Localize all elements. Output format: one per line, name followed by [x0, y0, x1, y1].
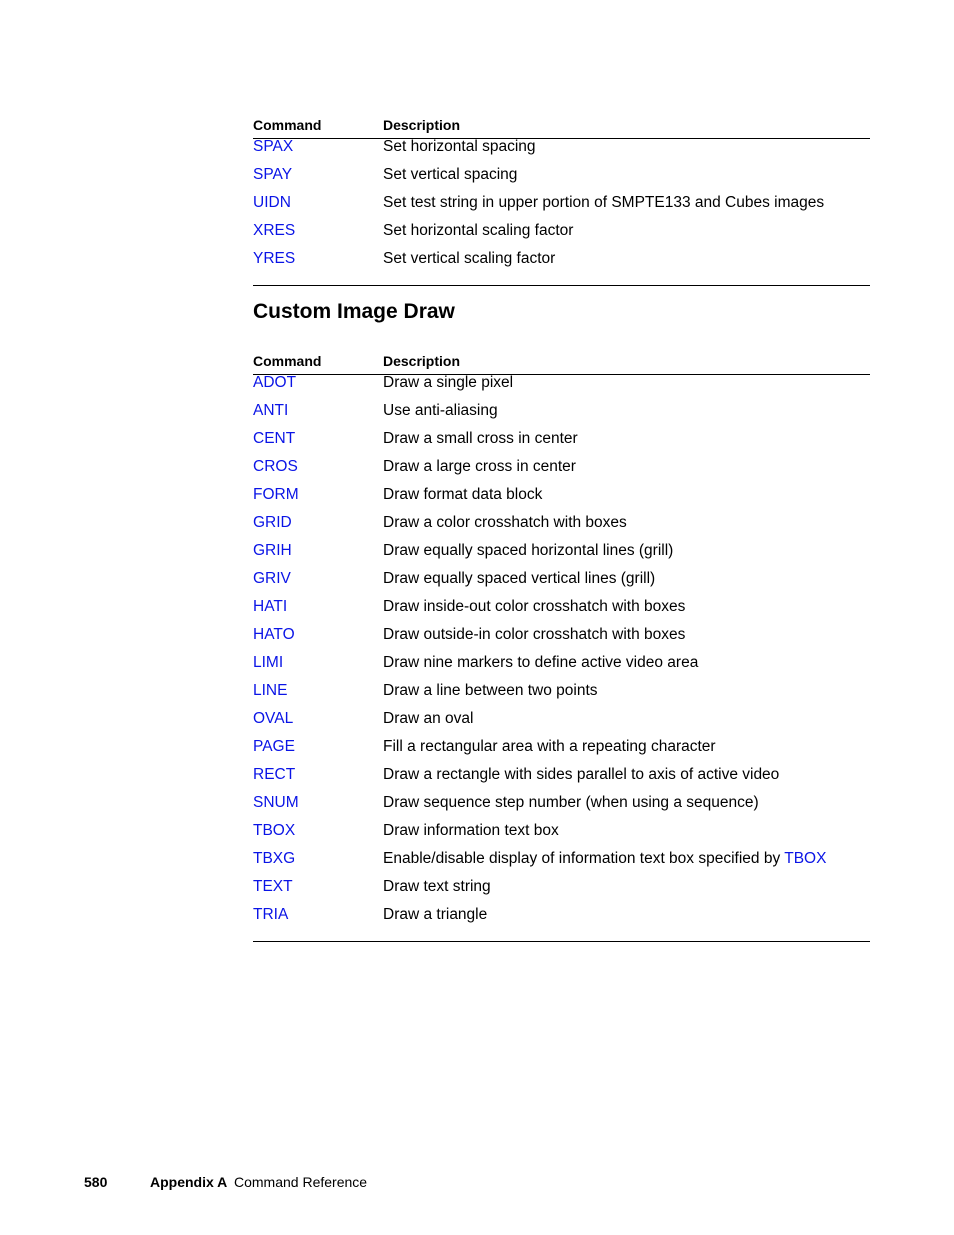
- command-link[interactable]: YRES: [253, 250, 296, 267]
- table-row: [253, 431, 870, 459]
- command-description: [383, 514, 627, 532]
- table-row: [253, 487, 870, 515]
- command-description: [383, 598, 685, 616]
- command-link[interactable]: LINE: [253, 682, 288, 699]
- command-description: [383, 402, 498, 420]
- command-link[interactable]: SPAY: [253, 166, 293, 183]
- command-description: [383, 906, 487, 924]
- table-row: [253, 851, 870, 879]
- commands-table-spacing: [253, 116, 870, 286]
- command-link[interactable]: CENT: [253, 430, 296, 447]
- header-description: Description: [383, 117, 461, 133]
- command-link[interactable]: ADOT: [253, 374, 297, 391]
- table-row: [253, 767, 870, 795]
- footer-appendix: Appendix A: [150, 1174, 228, 1190]
- section-title: Custom Image Draw: [253, 300, 455, 323]
- command-description: [383, 166, 517, 184]
- header-command: Command: [253, 117, 322, 133]
- table-row: [253, 795, 870, 823]
- description-text: Enable/disable display of information text box specified by: [383, 850, 781, 867]
- description-text: Draw a color crosshatch with boxes: [383, 514, 627, 531]
- table-body: [253, 139, 870, 286]
- description-text: Draw a rectangle with sides parallel to axis of active video: [383, 766, 780, 783]
- table-row: [253, 627, 870, 655]
- command-link[interactable]: SNUM: [253, 794, 299, 811]
- table-row: [253, 711, 870, 739]
- command-description: [383, 486, 542, 504]
- command-description: [383, 850, 826, 868]
- command-description: [383, 710, 473, 728]
- description-text: Draw nine markers to define active video area: [383, 654, 699, 671]
- command-description: [383, 222, 573, 240]
- command-link[interactable]: XRES: [253, 222, 296, 239]
- table-header: [253, 352, 870, 375]
- description-text: Draw inside-out color crosshatch with boxes: [383, 598, 686, 615]
- command-description: [383, 626, 685, 644]
- command-link[interactable]: TEXT: [253, 878, 293, 895]
- description-text: Draw equally spaced vertical lines (grill): [383, 570, 656, 587]
- command-link[interactable]: SPAX: [253, 138, 294, 155]
- description-text: Use anti-aliasing: [383, 402, 498, 419]
- description-text: Set test string in upper portion of SMPTE133 and Cubes images: [383, 194, 825, 211]
- table-row: [253, 223, 870, 251]
- table-row: [253, 655, 870, 683]
- table-row: [253, 823, 870, 851]
- description-text: Draw equally spaced horizontal lines (grill): [383, 542, 674, 559]
- command-link[interactable]: CROS: [253, 458, 298, 475]
- table-header: [253, 116, 870, 139]
- table-row: [253, 683, 870, 711]
- table-row: [253, 543, 870, 571]
- description-text: Set vertical scaling factor: [383, 250, 556, 267]
- description-text: Draw format data block: [383, 486, 543, 503]
- command-link[interactable]: TBXG: [253, 850, 296, 867]
- command-link[interactable]: GRID: [253, 514, 292, 531]
- table-row: [253, 403, 870, 431]
- table-row: [253, 739, 870, 767]
- command-description: [383, 822, 559, 840]
- table-row: [253, 167, 870, 195]
- command-description: [383, 570, 655, 588]
- description-text: Draw text string: [383, 878, 491, 895]
- command-description: [383, 374, 513, 392]
- description-text: Draw an oval: [383, 710, 474, 727]
- description-link[interactable]: TBOX: [784, 850, 827, 867]
- description-text: Draw a single pixel: [383, 374, 514, 391]
- commands-table-custom-image-draw: [253, 352, 870, 942]
- description-text: Set horizontal spacing: [383, 138, 536, 155]
- command-description: [383, 794, 759, 812]
- header-command: Command: [253, 353, 322, 369]
- command-description: [383, 766, 779, 784]
- command-description: [383, 194, 824, 212]
- command-link[interactable]: ANTI: [253, 402, 289, 419]
- description-text: Set horizontal scaling factor: [383, 222, 574, 239]
- command-link[interactable]: RECT: [253, 766, 296, 783]
- command-description: [383, 878, 491, 896]
- description-text: Draw a small cross in center: [383, 430, 578, 447]
- description-text: Draw information text box: [383, 822, 559, 839]
- command-link[interactable]: HATO: [253, 626, 295, 643]
- command-description: [383, 542, 673, 560]
- command-link[interactable]: FORM: [253, 486, 299, 503]
- command-description: [383, 138, 536, 156]
- table-body: [253, 375, 870, 942]
- table-row: [253, 571, 870, 599]
- command-description: [383, 430, 578, 448]
- table-row: [253, 459, 870, 487]
- command-link[interactable]: OVAL: [253, 710, 294, 727]
- table-row: [253, 251, 870, 279]
- footer-title: Command Reference: [234, 1174, 368, 1190]
- description-text: Draw a line between two points: [383, 682, 598, 699]
- command-description: [383, 654, 698, 672]
- command-link[interactable]: HATI: [253, 598, 288, 615]
- table-row: [253, 139, 870, 167]
- command-description: [383, 458, 576, 476]
- command-description: [383, 682, 598, 700]
- command-description: [383, 738, 716, 756]
- page-number: 580: [84, 1174, 108, 1190]
- table-row: [253, 195, 870, 223]
- command-link[interactable]: GRIH: [253, 542, 292, 559]
- command-link[interactable]: LIMI: [253, 654, 284, 671]
- description-text: Draw a triangle: [383, 906, 488, 923]
- description-text: Draw outside-in color crosshatch with boxes: [383, 626, 686, 643]
- command-link[interactable]: TBOX: [253, 822, 296, 839]
- description-text: Draw a large cross in center: [383, 458, 576, 475]
- table-row: [253, 599, 870, 627]
- table-row: [253, 375, 870, 403]
- command-link[interactable]: UIDN: [253, 194, 291, 211]
- command-link[interactable]: PAGE: [253, 738, 295, 755]
- command-description: [383, 250, 555, 268]
- command-link[interactable]: TRIA: [253, 906, 289, 923]
- header-description: Description: [383, 353, 461, 369]
- description-text: Set vertical spacing: [383, 166, 518, 183]
- description-text: Draw sequence step number (when using a sequence): [383, 794, 759, 811]
- table-row: [253, 515, 870, 543]
- table-row: [253, 879, 870, 907]
- description-text: Fill a rectangular area with a repeating character: [383, 738, 716, 755]
- table-row: [253, 907, 870, 935]
- command-link[interactable]: GRIV: [253, 570, 291, 587]
